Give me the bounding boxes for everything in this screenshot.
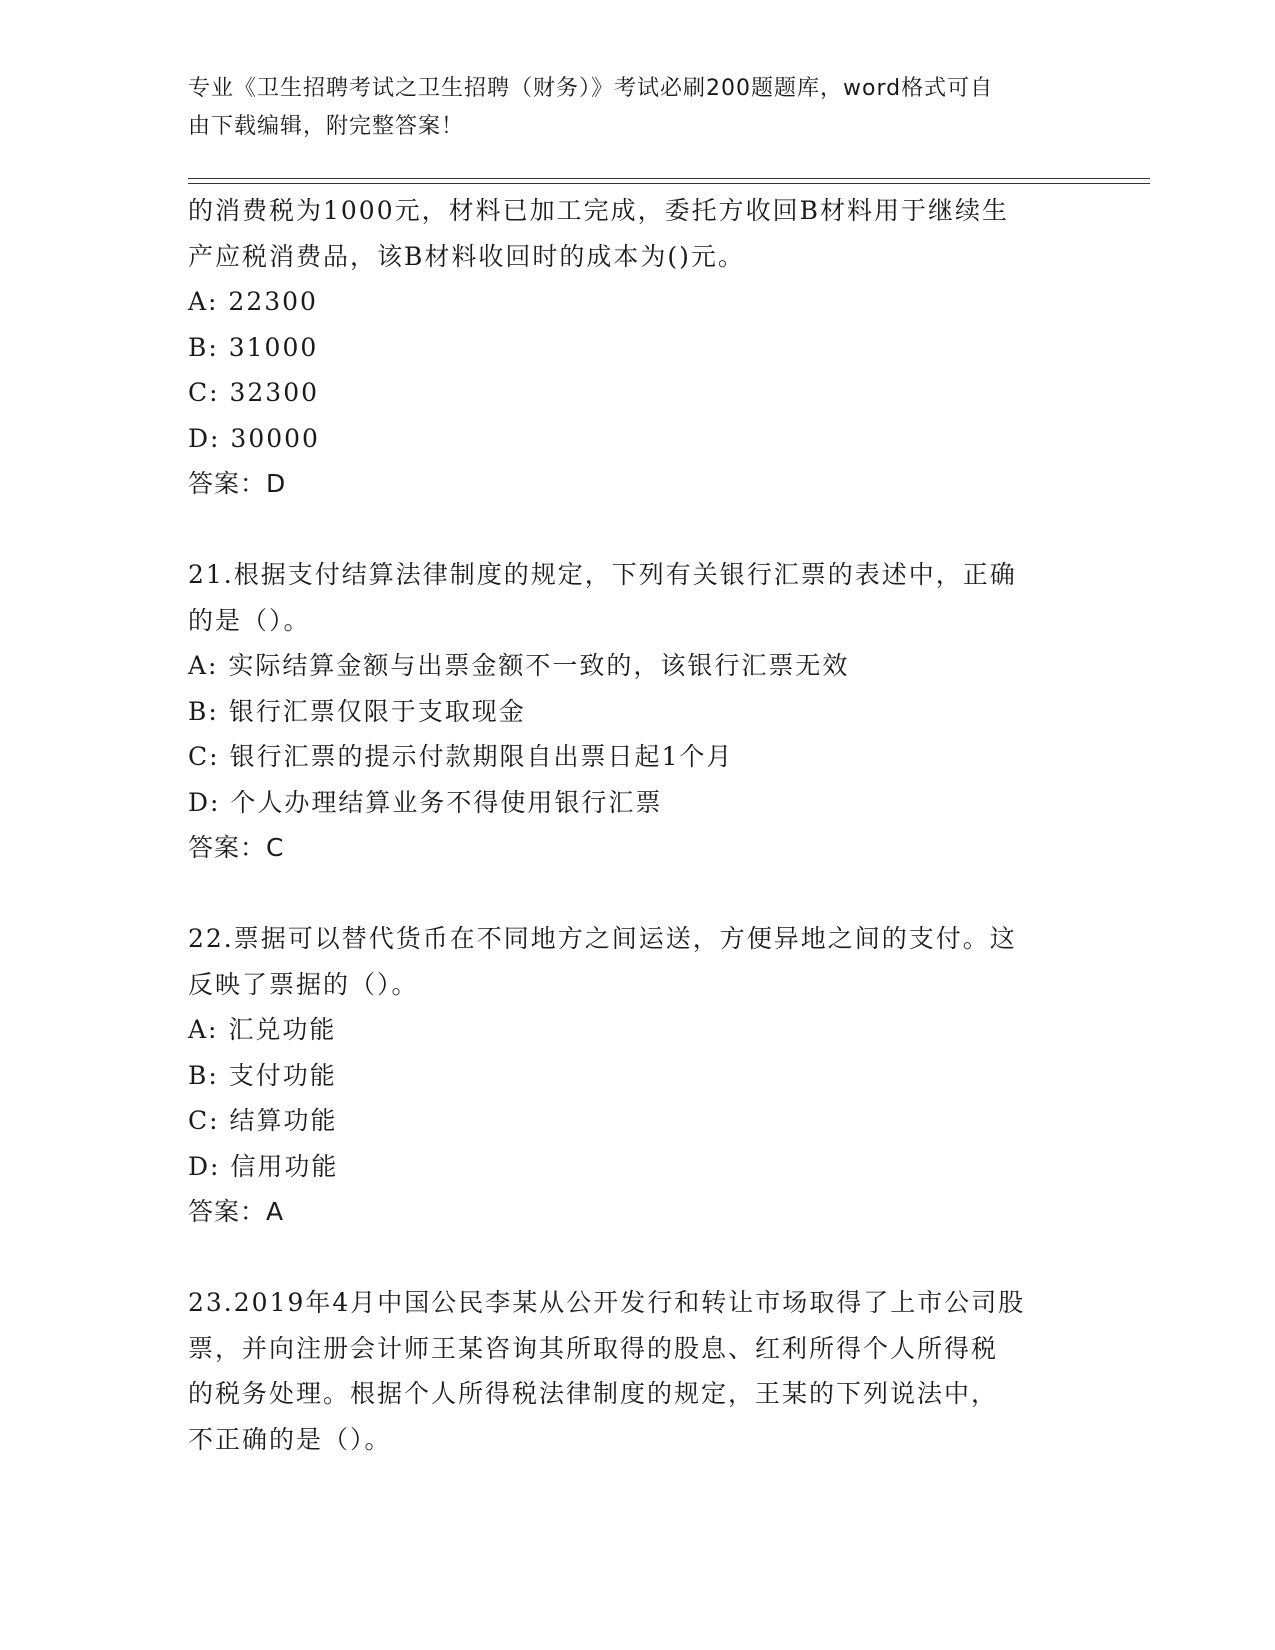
option-d: D: 个人办理结算业务不得使用银行汇票 — [188, 787, 663, 817]
document-body — [188, 188, 1088, 1462]
question-stem-line: 不正确的是（）。 — [188, 1424, 392, 1454]
spacer — [188, 507, 1088, 553]
answer-line: 答案：C — [188, 833, 285, 862]
question-stem-line: 23.2019年4月中国公民李某从公开发行和转让市场取得了上市公司股 — [188, 1288, 1026, 1317]
question-block-21 — [188, 552, 1088, 871]
option-a: A: 22300 — [188, 287, 318, 316]
question-block-prev — [188, 188, 1088, 507]
question-stem-line: 的税务处理。根据个人所得税法律制度的规定，王某的下列说法中， — [188, 1379, 999, 1408]
option-c: C: 32300 — [188, 378, 320, 407]
answer-line: 答案：D — [188, 469, 287, 498]
option-b: B: 31000 — [188, 332, 319, 362]
option-b: B: 银行汇票仅限于支取现金 — [188, 696, 526, 726]
spacer — [188, 871, 1088, 917]
option-a: A: 汇兑功能 — [188, 1015, 337, 1044]
question-block-22 — [188, 916, 1088, 1235]
question-stem-line: 22.票据可以替代货币在不同地方之间运送，方便异地之间的支付。这 — [188, 924, 1017, 953]
header-divider-bottom — [188, 183, 1150, 184]
option-c: C: 银行汇票的提示付款期限自出票日起1个月 — [188, 742, 734, 771]
question-stem-line: 的消费税为1000元，材料已加工完成，委托方收回B材料用于继续生 — [188, 196, 1009, 225]
question-stem-line: 的是（）。 — [188, 605, 311, 635]
header-line-2: 由下载编辑，附完整答案！ — [188, 114, 465, 139]
spacer — [188, 1235, 1088, 1281]
option-b: B: 支付功能 — [188, 1060, 337, 1090]
option-d: D: 信用功能 — [188, 1151, 339, 1181]
document-header — [188, 70, 1068, 146]
answer-line: 答案：A — [188, 1197, 285, 1226]
option-a: A: 实际结算金额与出票金额不一致的，该银行汇票无效 — [188, 651, 850, 680]
option-d: D: 30000 — [188, 423, 320, 453]
option-c: C: 结算功能 — [188, 1106, 338, 1135]
question-block-23 — [188, 1280, 1088, 1462]
question-stem-line: 21.根据支付结算法律制度的规定，下列有关银行汇票的表述中，正确 — [188, 560, 1017, 589]
question-stem-line: 票，并向注册会计师王某咨询其所取得的股息、红利所得个人所得税 — [188, 1333, 999, 1363]
header-divider-top — [188, 178, 1150, 179]
question-stem-line: 反映了票据的（）。 — [188, 969, 419, 999]
question-stem-line: 产应税消费品，该B材料收回时的成本为()元。 — [188, 241, 745, 271]
header-line-1: 专业《卫生招聘考试之卫生招聘（财务）》考试必刷200题题库，word格式可自 — [188, 76, 994, 101]
